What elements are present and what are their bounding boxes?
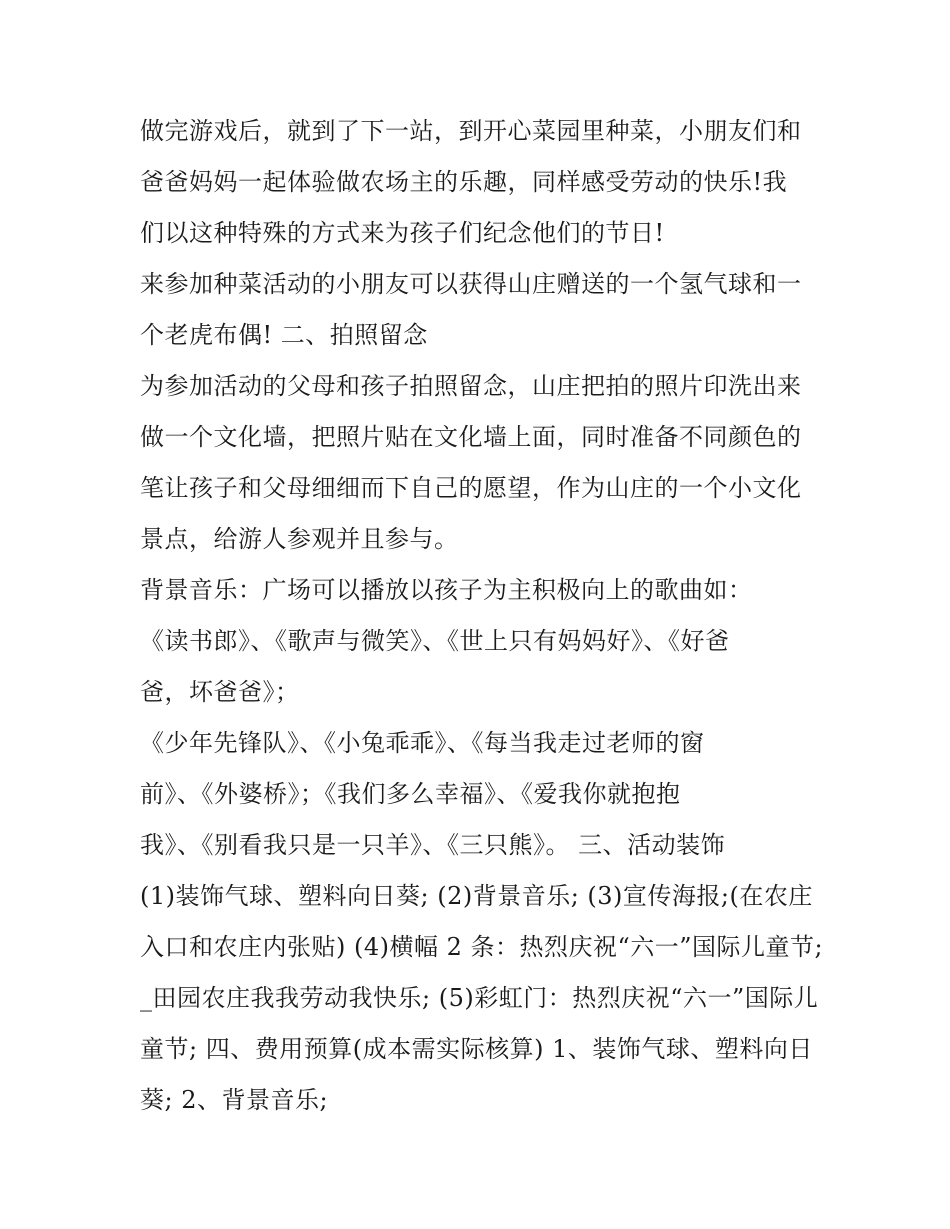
text-line: 我》、《别看我只是一只羊》、《三只熊》。 三、活动装饰 bbox=[140, 831, 726, 859]
text-line: 做一个文化墙，把照片贴在文化墙上面，同时准备不同颜色的 bbox=[140, 423, 802, 451]
text-line: 葵; 2、背景音乐; bbox=[140, 1086, 329, 1114]
text-line: 景点，给游人参观并且参与。 bbox=[140, 525, 459, 553]
text-line: 前》、《外婆桥》；《我们多么幸福》、《爱我你就抱抱 bbox=[140, 780, 681, 808]
text-line: 入口和农庄内张贴) (4)横幅 2 条：热烈庆祝“六一”国际儿童节; bbox=[140, 933, 824, 961]
text-line: 做完游戏后，就到了下一站，到开心菜园里种菜，小朋友们和 bbox=[140, 117, 802, 145]
document-body bbox=[140, 106, 824, 1126]
text-line: 笔让孩子和父母细细而下自己的愿望，作为山庄的一个小文化 bbox=[140, 474, 802, 502]
text-line: 童节; 四、费用预算(成本需实际核算) 1、装饰气球、塑料向日 bbox=[140, 1035, 813, 1063]
text-line: 为参加活动的父母和孩子拍照留念，山庄把拍的照片印洗出来 bbox=[140, 372, 802, 400]
text-line: 爸，坏爸爸》； bbox=[140, 678, 300, 706]
text-line: 爸爸妈妈一起体验做农场主的乐趣，同样感受劳动的快乐!我 bbox=[140, 168, 788, 196]
text-line: 背景音乐：广场可以播放以孩子为主积极向上的歌曲如： bbox=[140, 576, 753, 604]
text-line: _田园农庄我我劳动我快乐; (5)彩虹门：热烈庆祝“六一”国际儿 bbox=[140, 984, 819, 1012]
text-line: 个老虎布偶! 二、拍照留念 bbox=[140, 321, 428, 349]
text-line: 们以这种特殊的方式来为孩子们纪念他们的节日! bbox=[140, 219, 665, 247]
text-line: (1)装饰气球、塑料向日葵; (2)背景音乐; (3)宣传海报;(在农庄 bbox=[140, 882, 813, 910]
text-line: 来参加种菜活动的小朋友可以获得山庄赠送的一个氢气球和一 bbox=[140, 270, 802, 298]
text-line: 《少年先锋队》、《小兔乖乖》、《每当我走过老师的窗 bbox=[140, 729, 705, 757]
text-line: 《读书郎》、《歌声与微笑》、《世上只有妈妈好》、《好爸 bbox=[140, 627, 730, 655]
